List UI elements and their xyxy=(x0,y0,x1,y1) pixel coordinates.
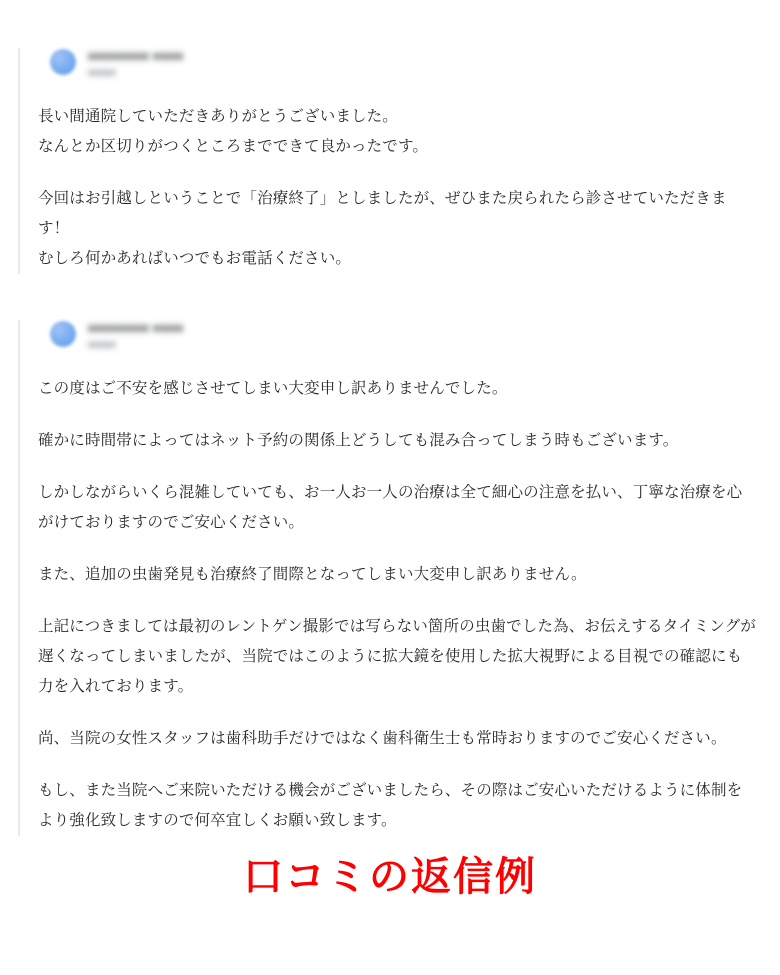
reply-paragraph: 尚、当院の女性スタッフは歯科助手だけではなく歯科衛生士も常時おりますのでご安心ください。 xyxy=(38,730,727,747)
reply-body xyxy=(38,360,762,836)
page-caption: 口コミの返信例 xyxy=(243,854,537,900)
reply-paragraph: この度はご不安を感じさせてしまい大変申し訳ありませんでした。 xyxy=(38,380,508,397)
reply-author-meta: ■■■■ xyxy=(88,339,116,351)
reply-author-name: ■■■■■■■■ ■■■■ xyxy=(88,321,184,335)
avatar xyxy=(50,321,76,347)
reply-paragraph: 確かに時間帯によってはネット予約の関係上どうしても混み合ってしまう時もございます。 xyxy=(38,432,679,449)
avatar xyxy=(50,49,76,75)
reply-header xyxy=(38,320,762,360)
reply-paragraph: 長い間通院していただきありがとうございました。 xyxy=(38,108,398,125)
reply-paragraph: もし、また当院へご来院いただける機会がございましたら、その際はご安心いただけるように体制をより強化致しますので何卒宜しくお願い致します。 xyxy=(38,782,743,829)
reply-author-meta: ■■■■ xyxy=(88,67,116,79)
reply-paragraph: むしろ何かあればいつでもお電話ください。 xyxy=(38,250,352,267)
reply-body xyxy=(38,88,762,274)
reply-paragraph: 上記につきましては最初のレントゲン撮影では写らない箇所の虫歯でした為、お伝えするタイミングが遅くなってしまいましたが、当院ではこのように拡大鏡を使用した拡大視野による目視での確認にも力を入れております。 xyxy=(38,618,756,695)
reply-author-info xyxy=(88,48,184,80)
review-reply-block xyxy=(18,48,762,274)
reply-header xyxy=(38,48,762,88)
reply-paragraph: また、追加の虫歯発見も治療終了間際となってしまい大変申し訳ありません。 xyxy=(38,566,587,583)
reply-author-info xyxy=(88,320,184,352)
reply-paragraph: なんとか区切りがつくところまでできて良かったです。 xyxy=(38,138,429,155)
reply-paragraph: しかしながらいくら混雑していても、お一人お一人の治療は全て細心の注意を払い、丁寧な治療を心がけておりますのでご安心ください。 xyxy=(38,484,743,531)
reply-paragraph: 今回はお引越しということで「治療終了」としましたが、ぜひまた戻られたら診させていただきます！ xyxy=(38,190,727,237)
review-reply-block xyxy=(18,320,762,836)
reply-author-name: ■■■■■■■■ ■■■■ xyxy=(88,49,184,63)
